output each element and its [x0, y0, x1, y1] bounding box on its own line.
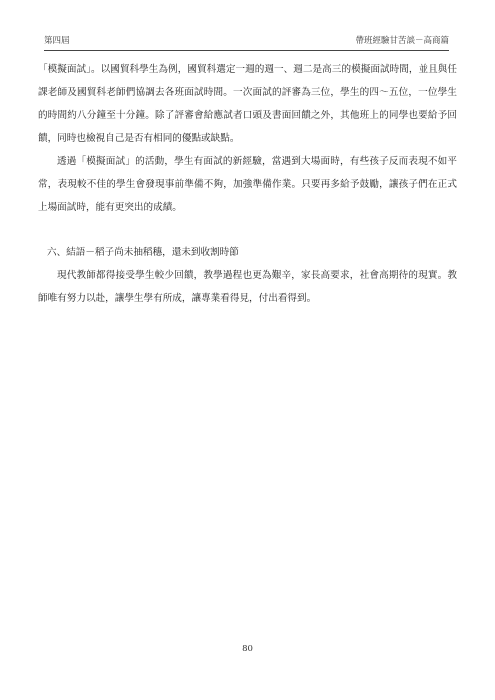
document-body [38, 58, 457, 310]
page-number: 80 [242, 644, 253, 654]
header-left-text: 第四屆 [44, 36, 70, 46]
paragraph-conclusion: 現代教師都得接受學生較少回饋，教學過程也更為艱辛，家長高要求，社會高期待的現實。教師唯有努力以赴，讓學生學有所成，讓專業看得見，付出看得到。 [38, 270, 457, 304]
section-gap [38, 219, 457, 230]
header-right-text: 帶班經驗甘苦談－高商篇 [355, 36, 449, 46]
header-rule [44, 50, 449, 51]
paragraph-mock-interview: 「模擬面試」。以國貿科學生為例，國貿科選定一週的週一、週二是高三的模擬面試時間，並且與任課老師及國貿科老師們協調去各班面試時間。一次面試的評審為三位，學生的四～五位，一位學生的時間約八分鐘至十分鐘。除了評審會給應試者口頭及書面回饋之外，其他班上的同學也要給予回饋，同時也檢視自己是否有相同的優點或缺點。 [38, 64, 457, 144]
section-heading: 六、結語－稻子尚未抽稻穗，還未到收割時節 [47, 247, 239, 258]
paragraph-interview-experience: 透過「模擬面試」的活動，學生有面試的新經驗，當遇到大場面時，有些孩子反而表現不如平常，表現較不佳的學生會發現事前準備不夠，加強準備作業。只要再多給予鼓勵，讓孩子們在正式上場面試時，能有更突出的成績。 [38, 156, 457, 213]
page-header [44, 34, 449, 48]
